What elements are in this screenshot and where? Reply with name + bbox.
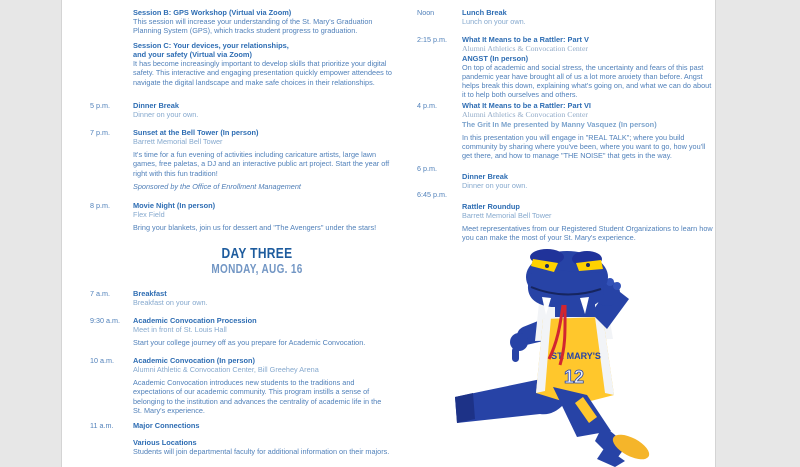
item-location: Flex Field (133, 210, 165, 219)
item-time: 10 a.m. (90, 356, 114, 365)
item-body: Meet representatives from our Registered Student Organizations to learn how you can make the most of your St. Mary's experience. (462, 224, 713, 243)
item-body: Students will join departmental faculty for additional information on their majors. (133, 447, 390, 456)
schedule-item-rattler-part-v (417, 35, 716, 100)
day-header (92, 246, 422, 276)
item-subheading: ANGST (In person) (462, 53, 529, 63)
item-heading: What It Means to be a Rattler: Part VI (462, 101, 591, 110)
schedule-item-session-c (90, 41, 392, 87)
item-heading: Dinner Break (133, 101, 180, 110)
item-location: Alumni Athletic & Convocation Center, Bill Greehey Arena (133, 365, 319, 374)
item-body: On top of academic and social stress, the uncertainty and fears of this past pandemic year have brought all of us a lot more anxiety than before. Angst helps break this down, explaining what's going on, and what we can do about it to help both ourselves and others. (462, 62, 712, 100)
item-note: Dinner on your own. (462, 181, 528, 190)
mascot-rattler-image (455, 247, 717, 467)
item-body: Academic Convocation introduces new students to the traditions and expectations of our academic community. This program instills a sense of belonging to the institution and advances the centrality of academic life in the St. Mary's experience. (133, 378, 382, 415)
item-heading: Breakfast (133, 289, 167, 298)
item-time: 6:45 p.m. (417, 190, 447, 199)
item-time: 7 p.m. (90, 128, 110, 137)
item-location: Meet in front of St. Louis Hall (133, 325, 227, 334)
item-heading-line2: and your safety (Virtual via Zoom) (133, 50, 252, 59)
item-heading: What It Means to be a Rattler: Part V (462, 35, 589, 44)
schedule-item-breakfast (90, 289, 392, 307)
item-heading: Major Connections (133, 421, 200, 430)
item-heading: Dinner Break (462, 172, 509, 181)
item-time: 9:30 a.m. (90, 316, 120, 325)
schedule-item-rattler-roundup (417, 190, 716, 243)
item-body: It has become increasingly important to develop skills that prioritize your digital safety. This interactive and engaging presentation quickly empower attendees to navigate the digital landscape and make safe choices in their relationships. (133, 59, 392, 87)
item-note: Lunch on your own. (462, 17, 526, 26)
item-subheading: Various Locations (133, 438, 197, 447)
schedule-item-movie-night (90, 201, 392, 232)
schedule-item-dinner-break-2 (417, 164, 716, 190)
item-heading: Academic Convocation (In person) (133, 356, 255, 365)
item-heading: Rattler Roundup (462, 202, 520, 211)
item-time: Noon (417, 8, 435, 17)
item-note: Breakfast on your own. (133, 298, 208, 307)
item-heading: Session B: GPS Workshop (Virtual via Zoom) (133, 8, 292, 17)
item-time: 8 p.m. (90, 201, 110, 210)
schedule-item-session-b (90, 8, 392, 36)
item-time: 11 a.m. (90, 421, 114, 430)
item-body: This session will increase your understanding of the St. Mary's Graduation Planning System (GPS), which tracks student progress to graduation. (133, 17, 373, 36)
schedule-item-lunch-break (417, 8, 716, 26)
item-sponsor: Sponsored by the Office of Enrollment Management (133, 181, 301, 191)
item-time (90, 8, 133, 36)
item-location-serif: Alumni Athletics & Convocation Center (462, 44, 589, 53)
item-location-serif: Alumni Athletics & Convocation Center (462, 110, 589, 119)
schedule-item-sunset-bell-tower (90, 128, 392, 191)
jersey-name-text: ST. MARY'S (551, 351, 601, 361)
item-time: 2:15 p.m. (417, 35, 447, 44)
schedule-item-rattler-part-vi (417, 101, 716, 160)
item-time: 7 a.m. (90, 289, 110, 298)
schedule-item-academic-convocation (90, 356, 392, 415)
day-title: DAY THREE (221, 245, 293, 262)
item-body: In this presentation you will engage in "REAL TALK"; where you build community by sharing where you've been, where you want to go, how you'll get there, and how to manage "THE NOISE" that gets in the way. (462, 132, 706, 161)
schedule-item-dinner-break (90, 101, 392, 119)
schedule-item-major-connections (90, 421, 392, 456)
item-time: 6 p.m. (417, 164, 437, 173)
schedule-item-convocation-procession (90, 316, 392, 347)
program-page (61, 0, 716, 467)
item-body: Start your college journey off as you prepare for Academic Convocation. (133, 338, 366, 347)
day-subtitle: MONDAY, AUG. 16 (211, 262, 303, 276)
item-subheading-light: The Grit In Me presented by Manny Vasquez (In person) (462, 119, 657, 129)
item-body: It's time for a fun evening of activities including caricature artists, large lawn games, free paletas, a DJ and an interactive public art project. Start the year off right with this fun tradition! (133, 150, 390, 178)
jersey-number-text: 12 (563, 367, 585, 387)
item-body: Bring your blankets, join us for dessert and "The Avengers" under the stars! (133, 223, 377, 232)
item-heading: Session C: Your devices, your relationships, (133, 41, 289, 50)
item-heading: Lunch Break (462, 8, 507, 17)
item-time (90, 41, 133, 87)
item-location: Barrett Memorial Bell Tower (462, 211, 552, 220)
item-location: Barrett Memorial Bell Tower (133, 137, 223, 146)
item-heading: Sunset at the Bell Tower (In person) (133, 128, 259, 137)
item-note: Dinner on your own. (133, 110, 199, 119)
item-heading: Movie Night (In person) (133, 201, 216, 210)
item-time: 4 p.m. (417, 101, 437, 110)
item-heading: Academic Convocation Procession (133, 316, 257, 325)
item-time: 5 p.m. (90, 101, 110, 110)
